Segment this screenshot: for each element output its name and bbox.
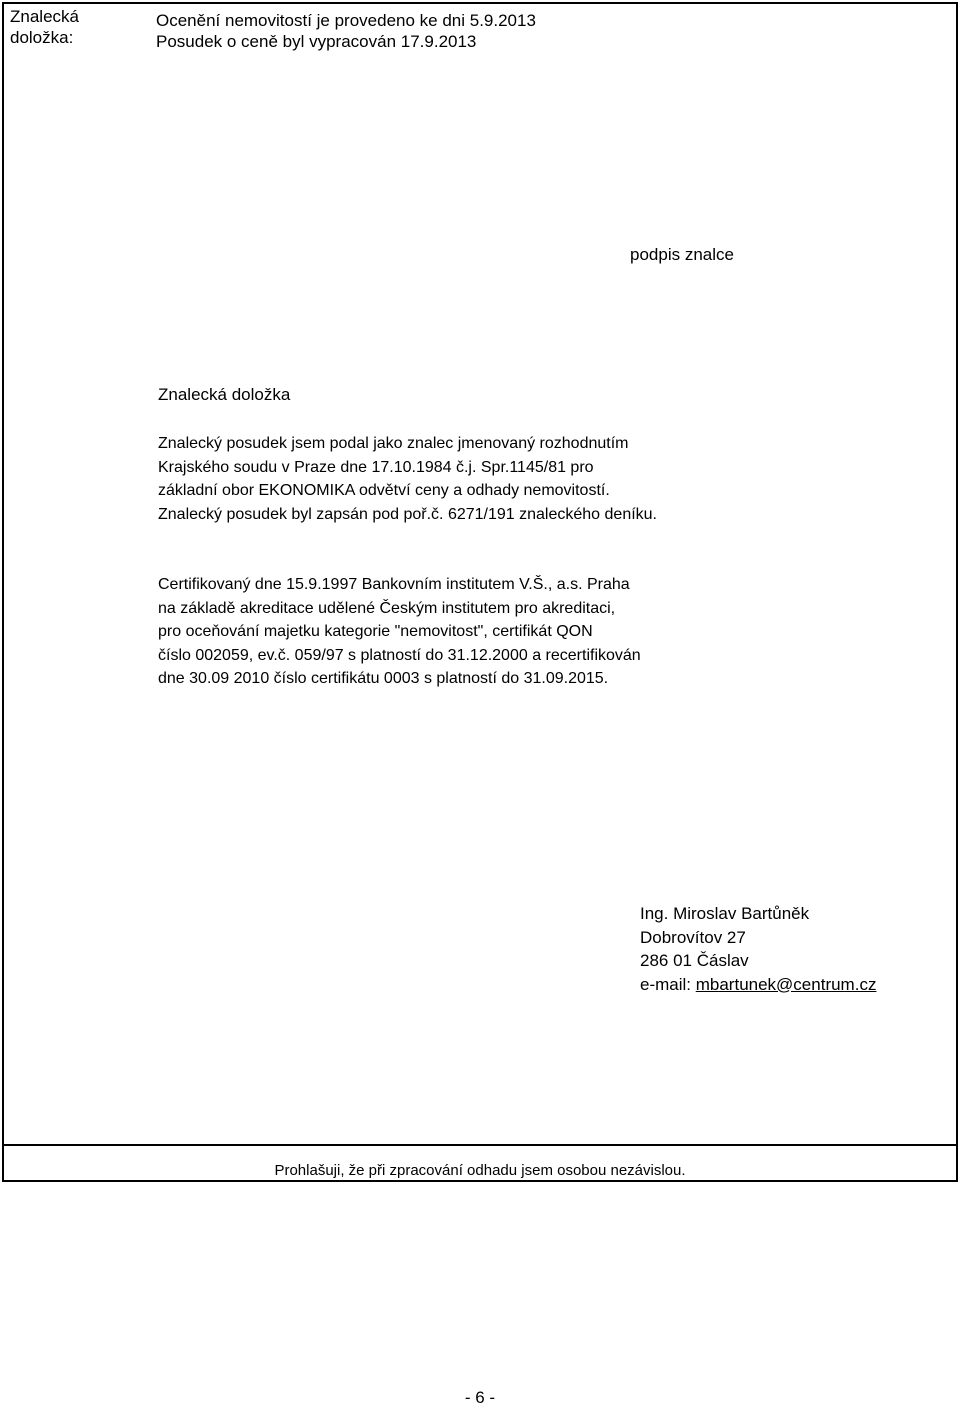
email-prefix: e-mail: xyxy=(640,974,696,994)
clause-label xyxy=(10,6,130,48)
certification-line: pro oceňování majetku kategorie "nemovitost", certifikát QON xyxy=(158,623,593,640)
certification-line: Certifikovaný dne 15.9.1997 Bankovním institutem V.Š., a.s. Praha xyxy=(158,576,630,593)
expert-street: Dobrovítov 27 xyxy=(640,927,746,947)
clause-line: Znalecký posudek jsem podal jako znalec jmenovaný rozhodnutím xyxy=(158,435,629,452)
expert-email-line xyxy=(640,973,876,997)
signature-label: podpis znalce xyxy=(630,245,734,264)
expert-city: 286 01 Čáslav xyxy=(640,951,749,970)
clause-line: Znalecký posudek byl zapsán pod poř.č. 6271/191 znaleckého deníku. xyxy=(158,505,657,523)
clause-line: Krajského soudu v Praze dne 17.10.1984 č.j. Spr.1145/81 pro xyxy=(158,458,594,476)
declaration-divider xyxy=(4,1144,956,1146)
certification-body xyxy=(158,573,641,691)
independence-declaration: Prohlašuji, že při zpracování odhadu jsem osobou nezávislou. xyxy=(274,1162,686,1179)
valuation-date-line: Ocenění nemovitostí je provedeno ke dni 5.9.2013 xyxy=(156,11,536,30)
clause-body xyxy=(158,432,657,526)
expert-contact-block xyxy=(640,902,876,996)
document-frame xyxy=(2,2,958,1182)
clause-label-line-2: doložka: xyxy=(10,28,74,47)
page-number: - 6 - xyxy=(464,1388,496,1407)
report-date-line: Posudek o ceně byl vypracován 17.9.2013 xyxy=(156,32,477,51)
certification-line: na základě akreditace udělené Českým institutem pro akreditaci, xyxy=(158,599,616,617)
clause-line: základní obor EKONOMIKA odvětví ceny a odhady nemovitostí. xyxy=(158,482,610,499)
clause-label-line-1: Znalecká xyxy=(10,7,79,26)
valuation-dates xyxy=(156,10,536,52)
certification-line: dne 30.09 2010 číslo certifikátu 0003 s platností do 31.09.2015. xyxy=(158,670,609,687)
clause-heading: Znalecká doložka xyxy=(158,385,291,404)
email-link[interactable]: mbartunek@centrum.cz xyxy=(695,974,877,994)
expert-name: Ing. Miroslav Bartůněk xyxy=(640,904,810,923)
certification-line: číslo 002059, ev.č. 059/97 s platností do 31.12.2000 a recertifikován xyxy=(158,646,641,664)
